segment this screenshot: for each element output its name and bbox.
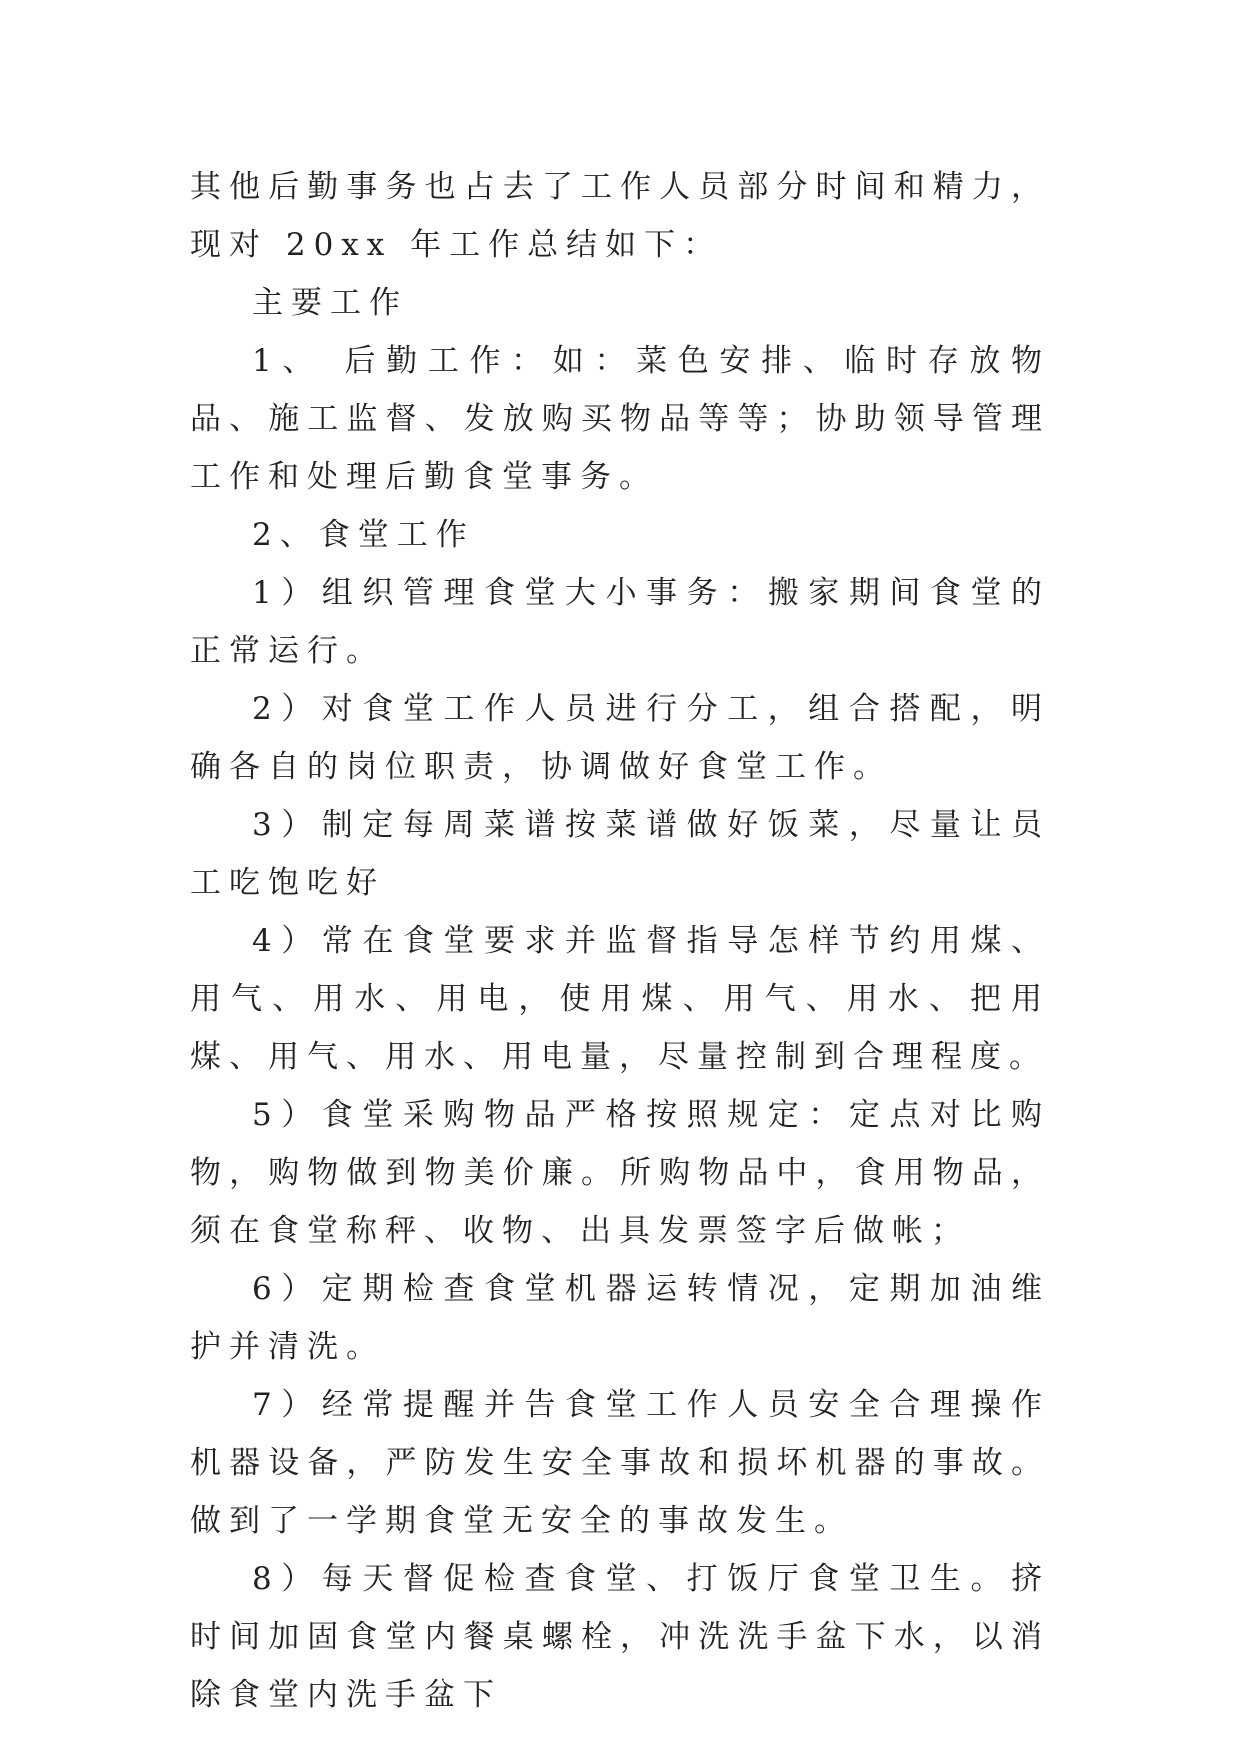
paragraph-intro: 其他后勤事务也占去了工作人员部分时间和精力，现对 20xx 年工作总结如下： [190,169,1050,263]
list-item-6: 6）定期检查食堂机器运转情况，定期加油维护并清洗。 [190,1271,1050,1365]
list-item-1: 1）组织管理食堂大小事务：搬家期间食堂的正常运行。 [190,575,1050,669]
list-item-5: 5）食堂采购物品严格按照规定：定点对比购物，购物做到物美价廉。所购物品中，食用物品，须在食堂称秤、收物、出具发票签字后做帐； [190,1097,1050,1249]
list-item-2: 2）对食堂工作人员进行分工，组合搭配，明确各自的岗位职责，协调做好食堂工作。 [190,691,1050,785]
list-item-4: 4）常在食堂要求并监督指导怎样节约用煤、用气、用水、用电，使用煤、用气、用水、把用煤、用气、用水、用电量，尽量控制到合理程度。 [190,923,1050,1075]
heading-canteen-work: 2、食堂工作 [252,517,475,553]
list-item-7: 7）经常提醒并告食堂工作人员安全合理操作机器设备，严防发生安全事故和损坏机器的事故。做到了一学期食堂无安全的事故发生。 [190,1387,1050,1539]
paragraph-logistics-work: 1、 后勤工作：如：菜色安排、临时存放物品、施工监督、发放购买物品等等；协助领导管理工作和处理后勤食堂事务。 [190,343,1050,495]
list-item-8: 8）每天督促检查食堂、打饭厅食堂卫生。挤时间加固食堂内餐桌螺栓，冲洗洗手盆下水，以消除食堂内洗手盆下 [190,1561,1050,1713]
heading-main-work: 主要工作 [252,285,408,321]
list-item-3: 3）制定每周菜谱按菜谱做好饭菜，尽量让员工吃饱吃好 [190,807,1050,901]
document-body [190,158,1050,1724]
